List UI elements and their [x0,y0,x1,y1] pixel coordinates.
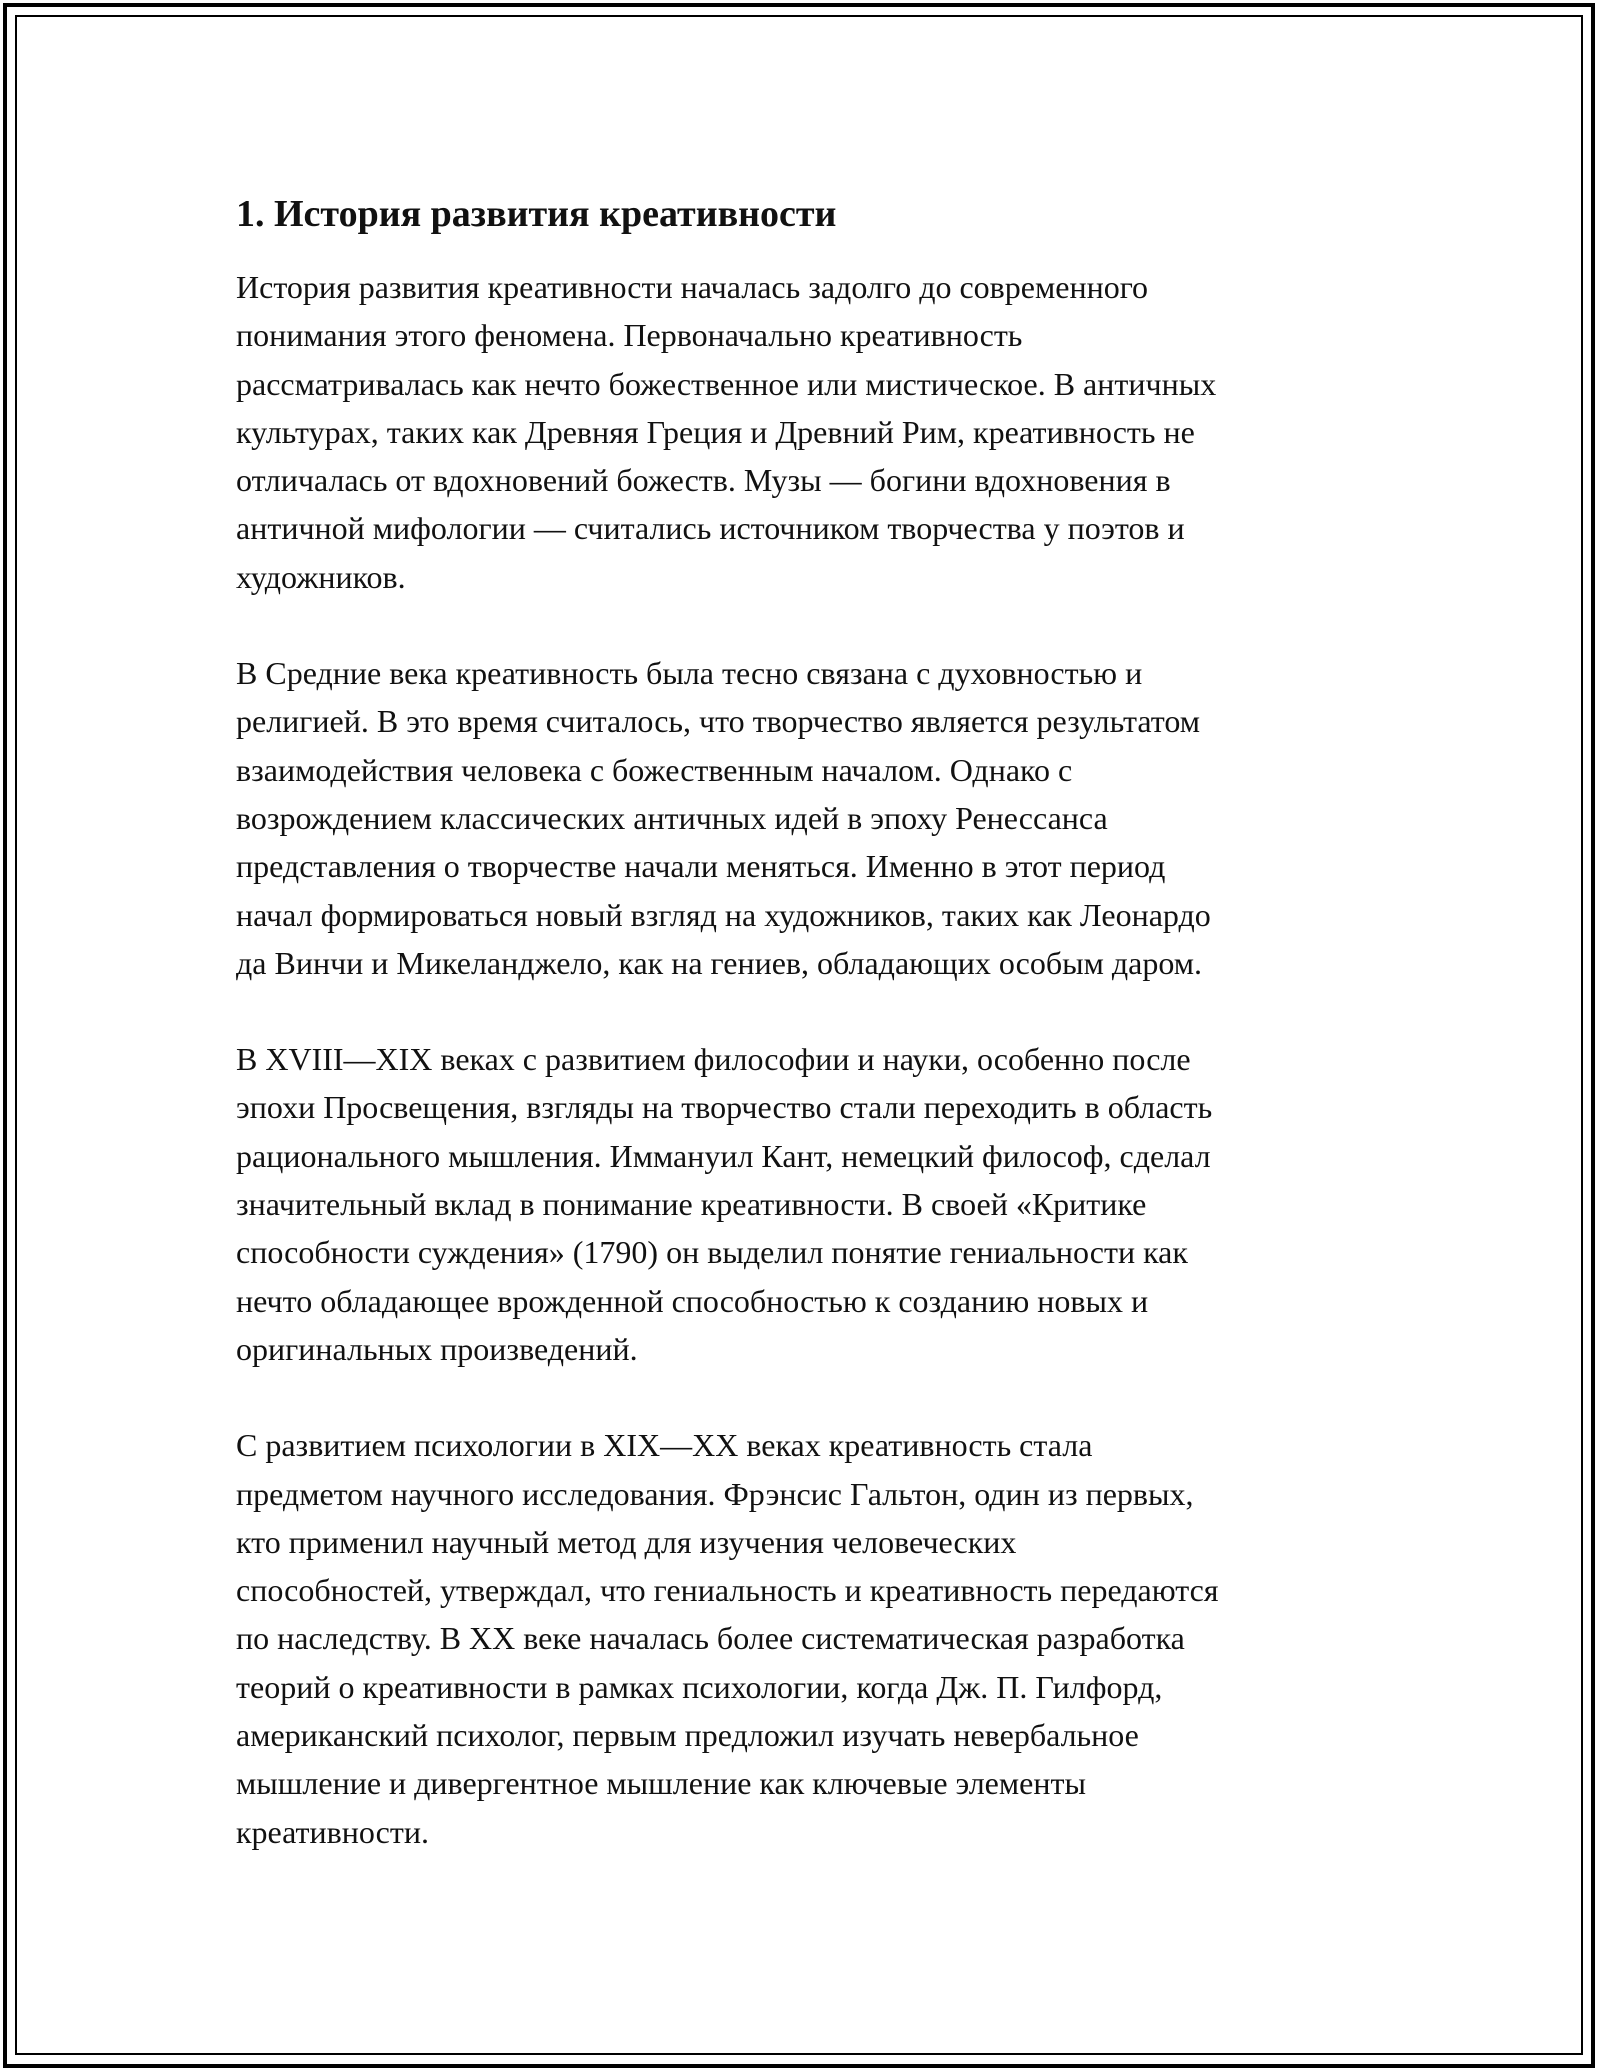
document-body [236,186,1406,1904]
paragraph-antiquity: История развития креативности началась задолго до современного понимания этого феномена. Первоначально креативность рассматривалась как нечто божественное или мистическое. В античных культурах, таких как Древняя Греция и Древний Рим, креативность не отличалась от вдохновений божеств. Музы — богини вдохновения в античной мифологии — считались источником творчества у поэтов и художников. [236,269,1217,595]
paragraph-psychology: С развитием психологии в XIX—XX веках креативность стала предметом научного исследования. Фрэнсис Гальтон, один из первых, кто применил научный метод для изучения человеческих способностей, утверждал, что гениальность и креативность передаются по наследству. В XX веке началась более систематическая разработка теорий о креативности в рамках психологии, когда Дж. П. Гилфорд, американский психолог, первым предложил изучать невербальное мышление и дивергентное мышление как ключевые элементы креативности. [236,1427,1219,1850]
section-heading: 1. История развития креативности [236,193,837,235]
paragraph-middle-ages: В Средние века креативность была тесно связана с духовностью и религией. В это время считалось, что творчество является результатом взаимодействия человека с божественным началом. Однако с возрождением классических античных идей в эпоху Ренессанса представления о творчестве начали меняться. Именно в этот период начал формироваться новый взгляд на художников, таких как Леонардо да Винчи и Микеланджело, как на гениев, обладающих особым даром. [236,655,1211,981]
paragraph-enlightenment: В XVIII—XIX веках с развитием философии и науки, особенно после эпохи Просвещения, взгляды на творчество стали переходить в область рационального мышления. Иммануил Кант, немецкий философ, сделал значительный вклад в понимание креативности. В своей «Критике способности суждения» (1790) он выделил понятие гениальности как нечто обладающее врожденной способностью к созданию новых и оригинальных произведений. [236,1041,1213,1367]
